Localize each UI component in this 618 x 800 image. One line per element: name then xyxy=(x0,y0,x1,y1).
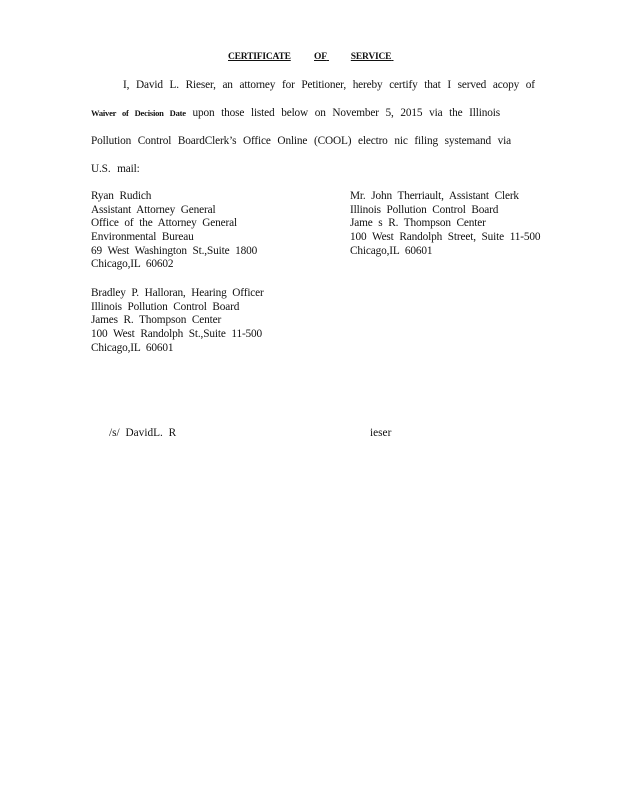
address-line: Illinois Pollution Control Board xyxy=(91,300,240,313)
address-line: Environmental Bureau xyxy=(91,231,194,244)
body-line-4: U.S. mail: xyxy=(91,163,140,175)
body-line-1: I, David L. Rieser, an attorney for Petitioner, hereby certify that I served acopy of xyxy=(123,79,535,91)
body-line-2-rest: upon those listed below on November 5, 2015 via the Illinois xyxy=(192,107,500,119)
address-line: 100 West Randolph Street, Suite 11-500 xyxy=(350,231,541,244)
address-line: Office of the Attorney General xyxy=(91,217,237,230)
page-title xyxy=(228,52,415,62)
title-word-of: OF xyxy=(314,52,327,62)
title-word-certificate: CERTIFICATE xyxy=(228,52,291,62)
body-line-3: Pollution Control BoardClerk’s Office Online (COOL) electro nic filing systemand via xyxy=(91,135,512,147)
title-spacer xyxy=(327,52,351,62)
title-word-service: SERVICE xyxy=(350,52,392,62)
address-line: Bradley P. Halloran, Hearing Officer xyxy=(91,287,264,299)
address-line: Illinois Pollution Control Board xyxy=(350,203,499,216)
title-underline-tail xyxy=(391,52,415,62)
address-line: Chicago,IL 60601 xyxy=(91,341,174,354)
address-line: 100 West Randolph St.,Suite 11-500 xyxy=(91,328,263,341)
address-line: Assistant Attorney General xyxy=(91,203,216,216)
signature-part-2: ieser xyxy=(370,427,392,439)
address-line: Mr. John Therriault, Assistant Clerk xyxy=(350,190,519,202)
recipient-block-therriault xyxy=(350,190,540,258)
address-line: Chicago,IL 60601 xyxy=(350,244,433,257)
signature-part-1: /s/ DavidL. R xyxy=(109,427,177,439)
address-line: James R. Thompson Center xyxy=(91,314,222,327)
document-name: Waiver of Decision Date xyxy=(91,108,186,118)
address-line: Chicago,IL 60602 xyxy=(91,258,174,271)
body-line-2 xyxy=(91,107,500,119)
recipient-block-halloran xyxy=(91,287,264,355)
address-line: Ryan Rudich xyxy=(91,190,152,202)
address-line: 69 West Washington St.,Suite 1800 xyxy=(91,244,258,257)
recipient-block-rudich xyxy=(91,190,257,272)
address-line: Jame s R. Thompson Center xyxy=(350,217,486,230)
